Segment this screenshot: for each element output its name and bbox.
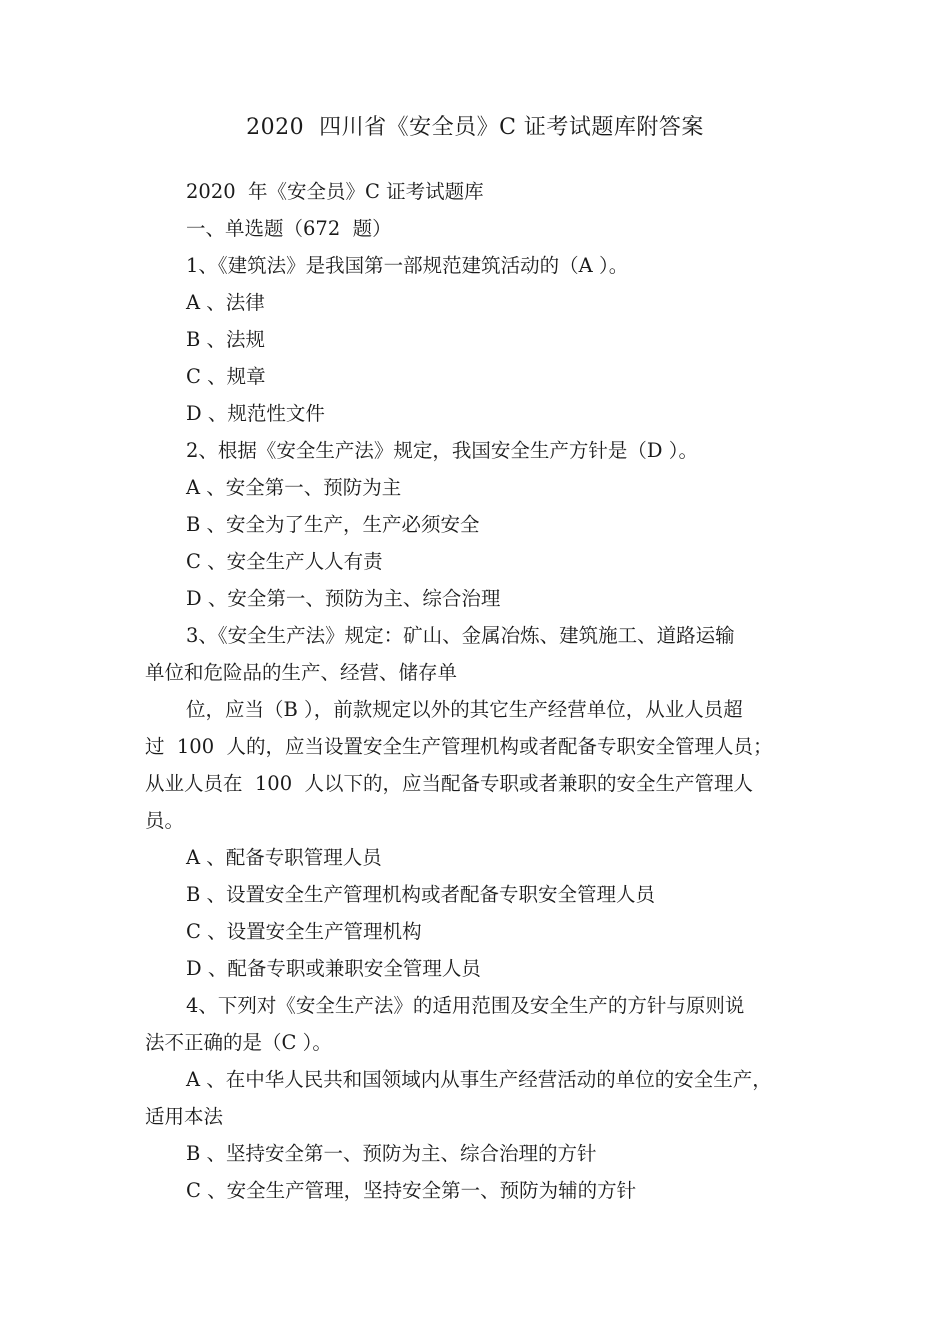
text-line: 2020 年《安全员》C 证考试题库 bbox=[186, 180, 484, 203]
text-line: A 、法律 bbox=[186, 291, 265, 314]
text-line: 适用本法 bbox=[145, 1105, 224, 1128]
text-line: 3、《安全生产法》规定：矿山、金属冶炼、建筑施工、道路运输 bbox=[186, 624, 735, 647]
text-line: D 、安全第一、预防为主、综合治理 bbox=[186, 587, 501, 610]
text-line: D 、规范性文件 bbox=[186, 402, 325, 425]
text-line: A 、配备专职管理人员 bbox=[186, 846, 382, 869]
text-line: 从业人员在 100 人以下的，应当配备专职或者兼职的安全生产管理人 bbox=[145, 772, 754, 795]
text-line: 员。 bbox=[145, 809, 185, 832]
text-line: D 、配备专职或兼职安全管理人员 bbox=[186, 957, 481, 980]
text-line: C 、规章 bbox=[186, 365, 266, 388]
text-line: 单位和危险品的生产、经营、储存单 bbox=[145, 661, 458, 684]
text-line: A 、安全第一、预防为主 bbox=[186, 476, 402, 499]
text-line: B 、设置安全生产管理机构或者配备专职安全管理人员 bbox=[186, 883, 656, 906]
document-title: 2020 四川省《安全员》C 证考试题库附答案 bbox=[246, 115, 704, 140]
text-line: 1、《建筑法》是我国第一部规范建筑活动的（A ）。 bbox=[186, 254, 629, 277]
text-line: 过 100 人的，应当设置安全生产管理机构或者配备专职安全管理人员； bbox=[145, 735, 773, 758]
text-line: C 、设置安全生产管理机构 bbox=[186, 920, 422, 943]
text-line: B 、坚持安全第一、预防为主、综合治理的方针 bbox=[186, 1142, 597, 1165]
document-body bbox=[145, 173, 810, 1209]
text-line: C 、安全生产管理，坚持安全第一、预防为辅的方针 bbox=[186, 1179, 637, 1202]
text-line: A 、在中华人民共和国领域内从事生产经营活动的单位的安全生产， bbox=[186, 1068, 772, 1091]
text-line: C 、安全生产人人有责 bbox=[186, 550, 383, 573]
text-line: 2、根据《安全生产法》规定，我国安全生产方针是（D ）。 bbox=[186, 439, 698, 462]
text-line: 位，应当（B ），前款规定以外的其它生产经营单位，从业人员超 bbox=[186, 698, 743, 721]
text-line: 法不正确的是（C ）。 bbox=[145, 1031, 332, 1054]
text-line: B 、安全为了生产，生产必须安全 bbox=[186, 513, 480, 536]
text-line: 一、单选题（672 题） bbox=[186, 217, 392, 240]
text-line: B 、法规 bbox=[186, 328, 266, 351]
text-line: 4、下列对《安全生产法》的适用范围及安全生产的方针与原则说 bbox=[186, 994, 745, 1017]
